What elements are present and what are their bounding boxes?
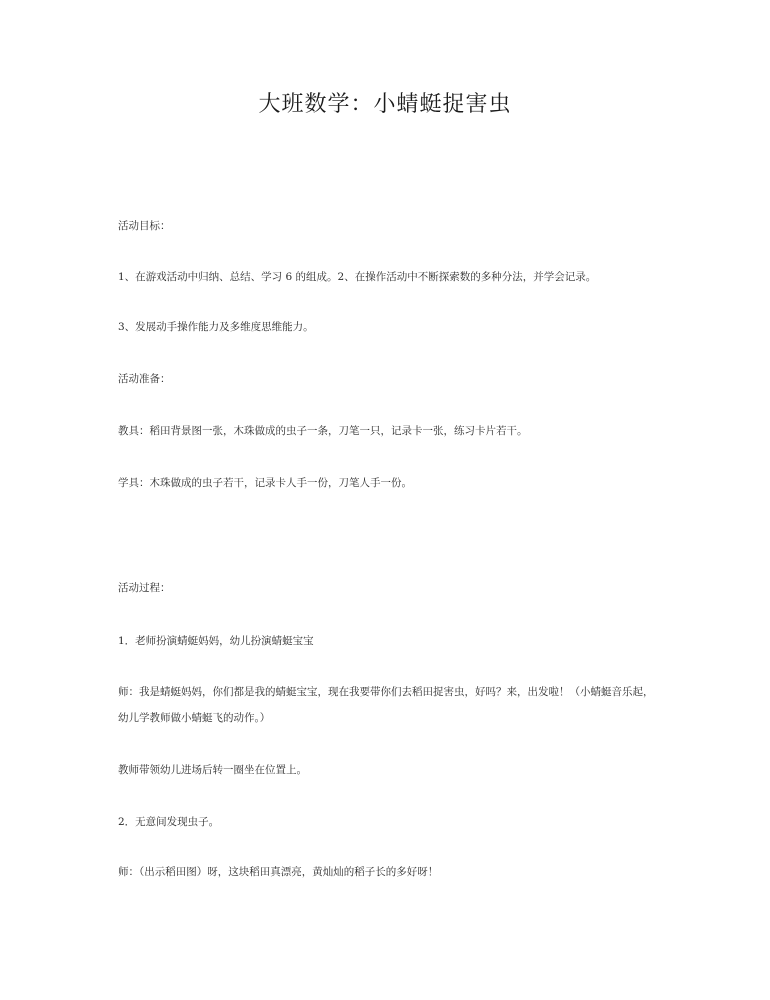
paragraph-step-1: 1．老师扮演蜻蜓妈妈，幼儿扮演蜻蜓宝宝: [118, 635, 314, 647]
section-heading-goals: 活动目标：: [118, 220, 171, 232]
paragraph-goal-1-2: 1、在游戏活动中归纳、总结、学习 6 的组成。2、在操作活动中不断探索数的多种分法，并学会记录。: [118, 271, 597, 283]
document-title: 大班数学：小蜻蜓捉害虫: [258, 92, 512, 117]
paragraph-goal-3: 3、发展动手操作能力及多维度思维能力。: [118, 321, 314, 333]
paragraph-teacher-leads: 教师带领幼儿进场后转一圈坐在位置上。: [118, 764, 307, 776]
paragraph-teacher-dialogue-1: 师：我是蜻蜓妈妈，你们都是我的蜻蜓宝宝，现在我要带你们去稻田捉害虫，好吗？来，出发啦！（小蜻蜓音乐起，幼儿学教师做小蜻蜓飞的动作。）: [118, 686, 654, 724]
section-heading-process: 活动过程：: [118, 582, 171, 594]
paragraph-learning-aids: 学具：木珠做成的虫子若干，记录卡人手一份，刀笔人手一份。: [118, 477, 412, 489]
section-heading-preparation: 活动准备：: [118, 373, 171, 385]
paragraph-step-2: 2．无意间发现虫子。: [118, 816, 220, 828]
paragraph-teacher-dialogue-2: 师：（出示稻田图）呀，这块稻田真漂亮，黄灿灿的稻子长的多好呀！: [118, 866, 439, 878]
paragraph-teaching-aids: 教具：稻田背景图一张，木珠做成的虫子一条，刀笔一只，记录卡一张，练习卡片若干。: [118, 425, 528, 437]
